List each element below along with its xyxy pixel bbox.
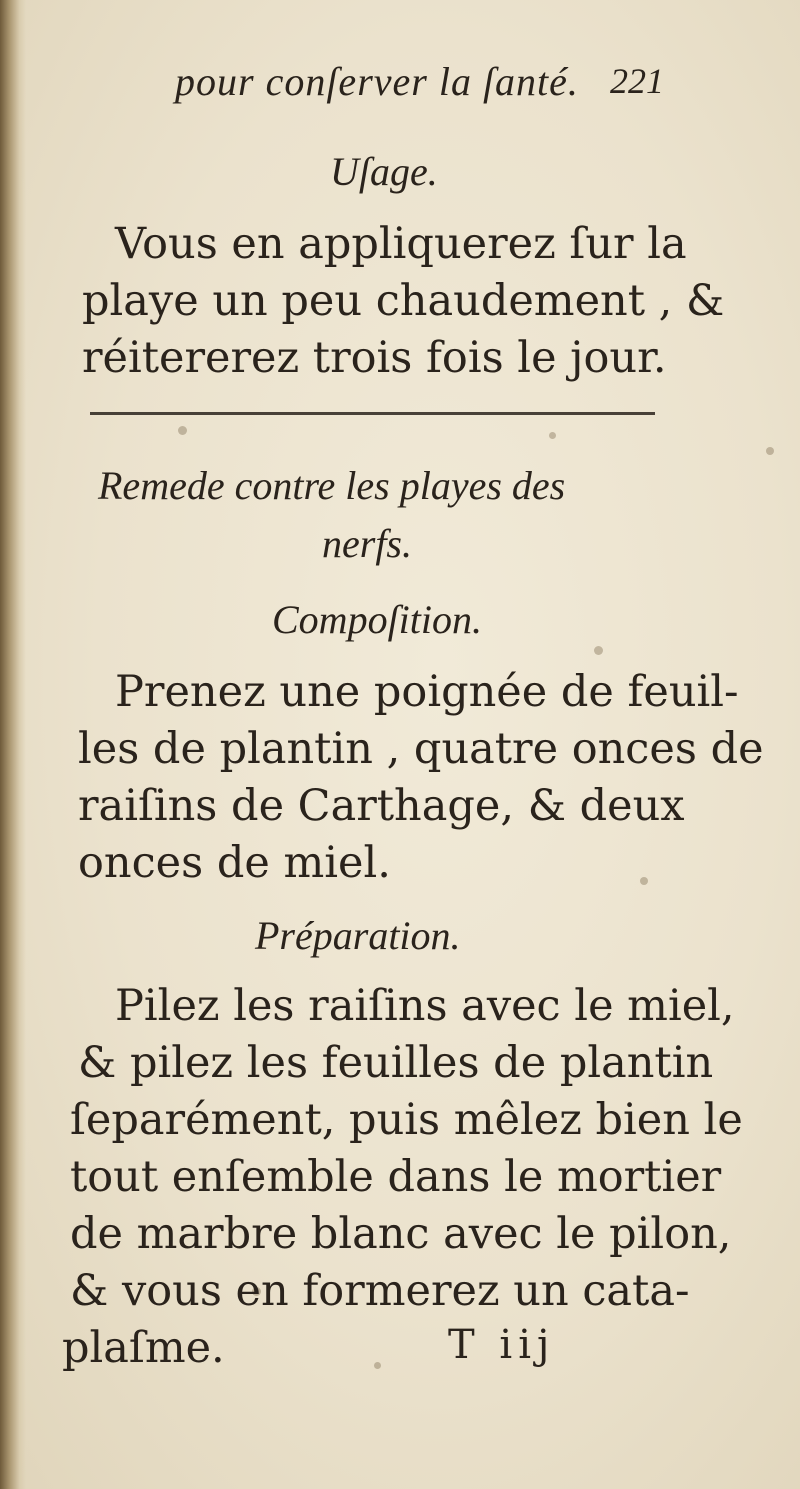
usage-line: Vous en appliquerez ſur la <box>115 219 687 269</box>
foxing-spot <box>594 646 603 655</box>
composition-line: Prenez une poignée de feuil- <box>115 667 739 717</box>
running-head-title: pour conſerver la ſanté. <box>175 59 579 104</box>
preparation-line: & pilez les feuilles de plantin <box>78 1038 714 1088</box>
page-number: 221 <box>610 61 664 101</box>
section-divider-rule <box>90 412 655 415</box>
preparation-line: tout enſemble dans le mortier <box>70 1152 722 1202</box>
remedy-title-line: nerfs. <box>322 521 412 566</box>
foxing-spot <box>640 877 648 885</box>
signature-mark: T iij <box>448 1322 556 1368</box>
preparation-heading: Préparation. <box>255 913 461 958</box>
preparation-line: plaſme. <box>62 1323 225 1373</box>
page-spine-shadow <box>0 0 26 1489</box>
composition-line: les de plantin , quatre onces de <box>78 724 764 774</box>
foxing-spot <box>549 432 556 439</box>
foxing-spot <box>374 1362 381 1369</box>
preparation-line: de marbre blanc avec le pilon, <box>70 1209 732 1259</box>
composition-line: raiſins de Carthage, & deux <box>78 781 685 831</box>
preparation-line: Pilez les raiſins avec le miel, <box>115 981 735 1031</box>
composition-heading: Compoſition. <box>272 597 483 642</box>
foxing-spot <box>766 447 774 455</box>
usage-line: playe un peu chaudement , & <box>82 276 725 326</box>
usage-line: réitererez trois fois le jour. <box>82 333 667 383</box>
preparation-line: ſeparément, puis mêlez bien le <box>70 1095 743 1145</box>
composition-line: onces de miel. <box>78 838 391 888</box>
preparation-line: & vous en formerez un cata- <box>70 1266 690 1316</box>
remedy-title-line: Remede contre les playes des <box>98 463 566 508</box>
foxing-spot <box>178 426 187 435</box>
usage-heading: Uſage. <box>330 149 438 194</box>
